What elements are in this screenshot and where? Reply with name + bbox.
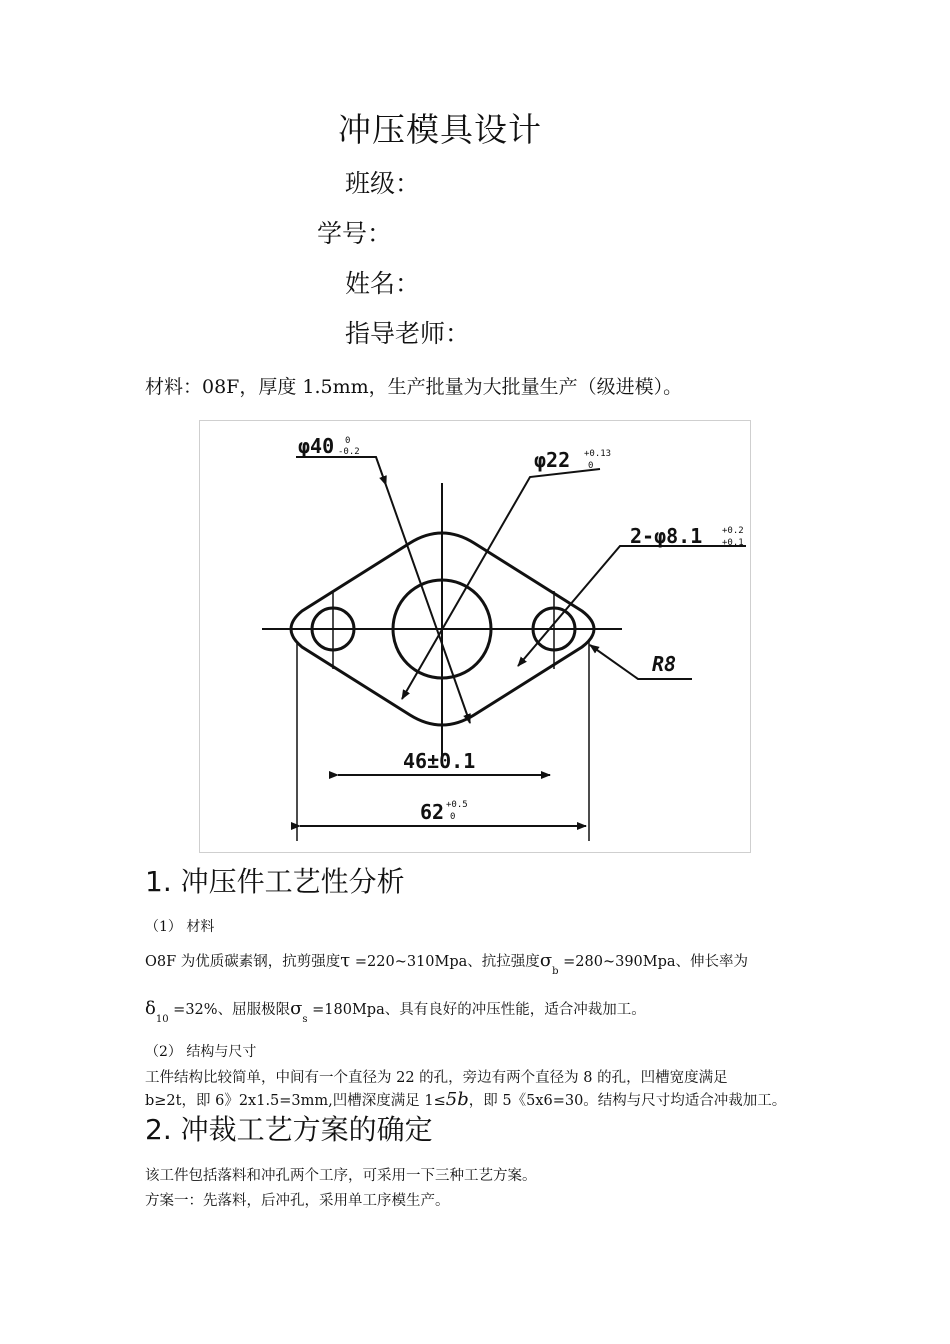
text-run: =32%、屈服极限 xyxy=(168,1002,291,1018)
dim-side-holes-tol-lower: +0.1 xyxy=(722,538,744,548)
sigma-symbol: σ xyxy=(539,950,553,971)
formula-5b: 5b xyxy=(445,1089,469,1110)
text-run: ，即 5《5x6=30。结构与尺寸均适合冲裁加工。 xyxy=(468,1093,787,1109)
dim-phi22-tol-upper: +0.13 xyxy=(584,449,612,459)
section-1-paragraph-1 xyxy=(145,950,749,977)
text-run: =280~390Mpa、伸长率为 xyxy=(558,954,749,970)
dim-phi22-tol-lower: 0 xyxy=(588,461,594,471)
dim-side-holes: 2-φ8.1 xyxy=(630,524,703,548)
dim-overall-width-tol-lower: 0 xyxy=(450,812,456,822)
tau-symbol: τ xyxy=(340,950,351,971)
dim-phi40-tol-lower: -0.2 xyxy=(338,447,360,457)
dim-center-distance: 46±0.1 xyxy=(403,749,476,773)
document-title: 冲压模具设计 xyxy=(338,110,542,149)
sigma-symbol: σ xyxy=(290,998,303,1019)
text-run: =180Mpa、具有良好的冲压性能，适合冲裁加工。 xyxy=(307,1002,646,1018)
dim-radius: R8 xyxy=(652,652,677,676)
class-label: 班级： xyxy=(345,169,421,198)
dim-phi40-tol-upper: 0 xyxy=(345,436,351,446)
section-1-sub-1: （1） 材料 xyxy=(145,919,215,935)
advisor-label: 指导老师： xyxy=(345,319,471,348)
section-2-heading: 2. 冲裁工艺方案的确定 xyxy=(145,1113,433,1146)
section-1-paragraph-4 xyxy=(145,1089,786,1110)
part-drawing-svg xyxy=(200,421,750,852)
dim-side-holes-tol-upper: +0.2 xyxy=(722,526,744,536)
dim-phi22: φ22 xyxy=(534,448,571,472)
student-id-label: 学号： xyxy=(317,219,393,248)
section-2-paragraph-1: 该工件包括落料和冲孔两个工序，可采用一下三种工艺方案。 xyxy=(145,1168,537,1184)
text-run: b≥2t，即 6》2x1.5=3mm,凹槽深度满足 1≤ xyxy=(145,1093,446,1109)
material-line: 材料：08F，厚度 1.5mm，生产批量为大批量生产（级进模）。 xyxy=(145,376,683,398)
delta-subscript: 10 xyxy=(155,1014,169,1025)
name-label: 姓名： xyxy=(345,269,421,298)
section-1-heading: 1. 冲压件工艺性分析 xyxy=(145,865,405,898)
dim-phi40: φ40 xyxy=(298,434,335,458)
sigma-subscript-b: b xyxy=(552,966,559,977)
dim-overall-width-tol-upper: +0.5 xyxy=(446,800,468,810)
delta-symbol: δ xyxy=(145,998,156,1019)
section-2-paragraph-2: 方案一：先落料，后冲孔，采用单工序模生产。 xyxy=(145,1193,450,1209)
text-run: =220~310Mpa、抗拉强度 xyxy=(350,954,540,970)
section-1-sub-2: （2） 结构与尺寸 xyxy=(145,1044,257,1060)
sigma-subscript-s: s xyxy=(302,1014,308,1025)
text-run: O8F 为优质碳素钢，抗剪强度 xyxy=(145,954,341,970)
section-1-paragraph-2 xyxy=(145,998,646,1025)
section-1-paragraph-3: 工件结构比较简单，中间有一个直径为 22 的孔，旁边有两个直径为 8 的孔，凹槽宽度满足 xyxy=(145,1070,728,1086)
dim-overall-width: 62 xyxy=(420,800,445,824)
part-drawing xyxy=(199,420,751,853)
